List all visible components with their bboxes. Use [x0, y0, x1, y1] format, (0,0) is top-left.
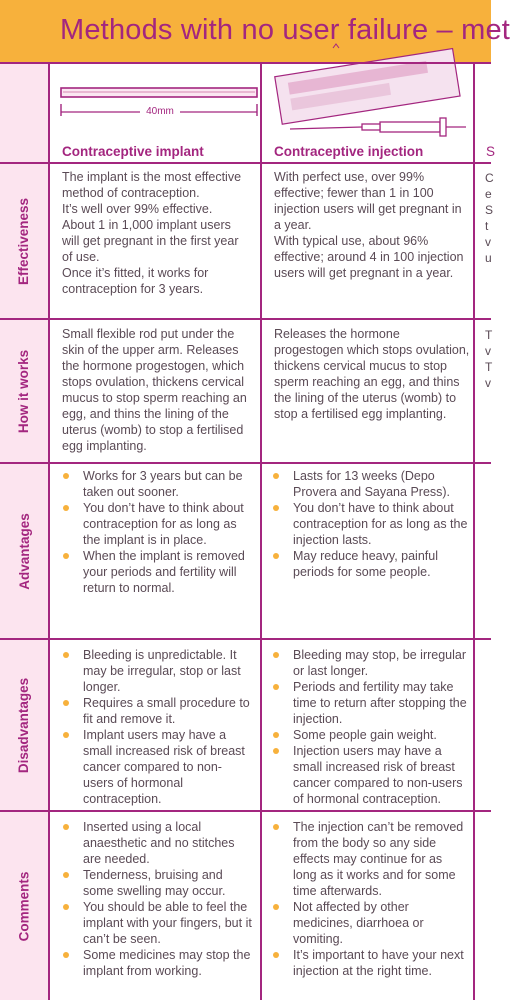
list-item: You don’t have to think about contraception for as long as the injection lasts.	[270, 500, 468, 548]
cell-advantages-injection	[270, 468, 468, 580]
cell-disadvantages-injection	[270, 647, 468, 807]
list-item: Injection users may have a small increased risk of breast cancer compared to non-users of hormonal contraception.	[270, 743, 468, 807]
row-label-disadvantages: Disadvantages	[16, 677, 32, 773]
list-item: Bleeding may stop, be irregular or last longer.	[270, 647, 468, 679]
cell-effectiveness-injection	[274, 169, 470, 281]
cell-comments-implant	[60, 819, 252, 979]
row-label-how-it-works: How it works	[16, 349, 32, 433]
paragraph: About 1 in 1,000 implant users will get pregnant in the first year of use.	[62, 218, 239, 264]
cut-off-column-text: T v T v	[485, 328, 493, 390]
paragraph: Small flexible rod put under the skin of the upper arm. Releases the hormone progestogen, which stops ovulation, thickens cervical mucus to stop sperm reaching an egg, and thins the lining of the uterus (womb) to stop a fertilised egg implanting.	[62, 327, 247, 453]
cell-advantages-implant	[60, 468, 252, 596]
list-item: Some people gain weight.	[270, 727, 468, 743]
paragraph: With perfect use, over 99% effective; fewer than 1 in 100 injection users will get pregnant in a year.	[274, 170, 462, 232]
grid-line	[260, 62, 262, 1000]
cell-how-it-works-injection	[274, 326, 470, 422]
list-item: You should be able to feel the implant with your fingers, but it can’t be seen.	[60, 899, 252, 947]
page-title: Methods with no user failure – met	[60, 14, 510, 46]
list-item: Lasts for 13 weeks (Depo Provera and Sayana Press).	[270, 468, 468, 500]
implant-size-label: 40mm	[146, 106, 174, 117]
implant-illustration	[60, 87, 258, 117]
grid-line	[0, 462, 491, 464]
cell-effectiveness-implant	[62, 169, 250, 297]
list-item: Tenderness, bruising and some swelling may occur.	[60, 867, 252, 899]
paragraph: The implant is the most effective method of contraception.	[62, 170, 242, 200]
paragraph: It’s well over 99% effective.	[62, 202, 213, 216]
injection-illustration	[270, 40, 470, 140]
list-item: Works for 3 years but can be taken out sooner.	[60, 468, 252, 500]
column-heading-implant: Contraceptive implant	[62, 144, 204, 159]
paragraph: Once it’s fitted, it works for contraception for 3 years.	[62, 266, 209, 296]
grid-line	[0, 162, 491, 164]
grid-line	[0, 318, 491, 320]
paragraph: Releases the hormone progestogen which stops ovulation, thickens cervical mucus to stop sperm reaching an egg, and thins the lining of the uterus (womb) to stop a fertilised egg implanting.	[274, 327, 470, 421]
list-item: It’s important to have your next injection at the right time.	[270, 947, 468, 979]
grid-line	[0, 810, 491, 812]
cell-comments-injection	[270, 819, 468, 979]
list-item: Implant users may have a small increased risk of breast cancer compared to non-users of hormonal contraception.	[60, 727, 252, 807]
list-item: Inserted using a local anaesthetic and no stitches are needed.	[60, 819, 252, 867]
grid-line	[48, 62, 50, 1000]
list-item: Not affected by other medicines, diarrhoea or vomiting.	[270, 899, 468, 947]
list-item: Periods and fertility may take time to return after stopping the injection.	[270, 679, 468, 727]
cut-off-column-heading: S	[486, 144, 496, 159]
cell-how-it-works-implant	[62, 326, 250, 454]
list-item: The injection can’t be removed from the body so any side effects may continue for as long as it works and for some time afterwards.	[270, 819, 468, 899]
row-label-effectiveness: Effectiveness	[16, 197, 32, 285]
list-item: Requires a small procedure to fit and remove it.	[60, 695, 252, 727]
list-item: May reduce heavy, painful periods for some people.	[270, 548, 468, 580]
cut-off-column-text: C e S t v u	[485, 171, 494, 265]
cell-disadvantages-implant	[60, 647, 252, 807]
row-label-comments: Comments	[16, 871, 32, 941]
list-item: When the implant is removed your periods and fertility will return to normal.	[60, 548, 252, 596]
grid-line	[0, 62, 491, 64]
list-item: Some medicines may stop the implant from working.	[60, 947, 252, 979]
grid-line	[0, 638, 491, 640]
list-item: You don’t have to think about contraception for as long as the implant is in place.	[60, 500, 252, 548]
paragraph: With typical use, about 96% effective; around 4 in 100 injection users will get pregnant in a year.	[274, 234, 464, 280]
list-item: Bleeding is unpredictable. It may be irregular, stop or last longer.	[60, 647, 252, 695]
grid-line	[473, 62, 475, 1000]
column-heading-injection: Contraceptive injection	[274, 144, 424, 159]
row-label-advantages: Advantages	[16, 512, 32, 590]
